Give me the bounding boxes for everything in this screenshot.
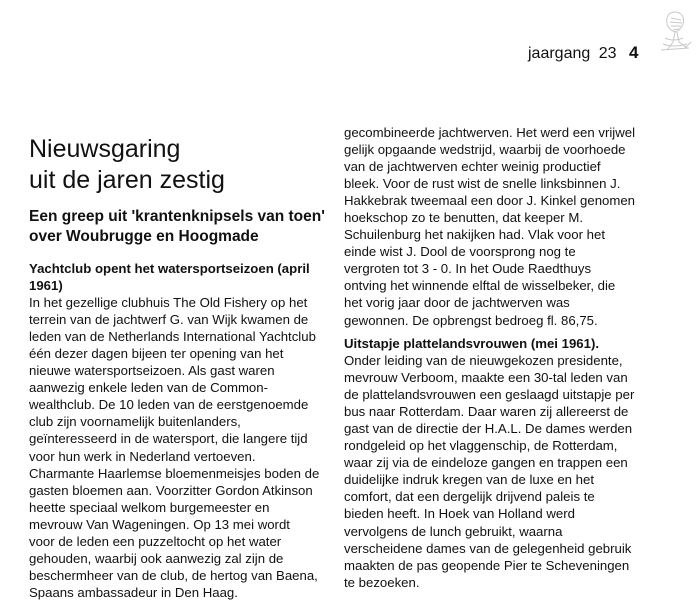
body-line: de plattelandsvrouwen een geslaagd uitstapje per <box>344 387 635 403</box>
body-line: ontving het winnende elftal de wisselbeker, die <box>344 278 616 294</box>
section-title: Yachtclub opent het watersportseizoen (april 1961) <box>29 261 310 294</box>
body-line: heette speciaal welkom burgemeester en <box>29 499 270 515</box>
page-number: 4 <box>628 43 639 62</box>
heron-emblem-icon <box>655 8 695 56</box>
body-line: te bezoeken. <box>344 574 420 590</box>
body-line: voor de leden een puzzeltocht op het water <box>29 533 282 549</box>
body-line: bus naar Rotterdam. Daar waren zij allereerst de <box>344 404 629 420</box>
body-line: terrein van de jachtwerf G. van Wijk kwamen de <box>29 312 309 328</box>
body-line: Hakkebrak tweemaal een door J. Kinkel genomen <box>344 193 636 209</box>
body-line: gast van de directie der H.A.L. De dames werden <box>344 421 633 437</box>
body-line: bleek. Voor de rust wist de snelle linksbinnen J. <box>344 176 621 192</box>
body-line: rondgeleid op het vlaggenschip, de Rotterdam, <box>344 438 618 454</box>
body-line: voor hun werk in Nederland vertoeven. <box>29 448 256 464</box>
body-line: gasten bloemen aan. Voorzitter Gordon Atkinson <box>29 482 313 498</box>
body-line: aanwezig enkele leden van de Common- <box>29 380 268 396</box>
body-line: club zijn voornamelijk buitenlanders, <box>29 414 241 430</box>
body-line: één dezer dagen bijeen ter opening van het <box>29 346 284 362</box>
body-line: gehouden, waarbij ook aanwezig zal zijn de <box>29 550 284 566</box>
body-line: gewonnen. De opbrengst bedroeg fl. 86,75. <box>344 312 598 328</box>
title-line-2: uit de jaren zestig <box>29 166 225 194</box>
body-line: Schuilenburg het nakijken had. Vlak voor het <box>344 227 605 243</box>
section-football-continued <box>344 124 674 329</box>
body-line: gelijk opgaande wedstrijd, waarbij de voorhoede <box>344 142 626 158</box>
title-line-1: Nieuwsgaring <box>29 135 181 163</box>
body-line: maakten de pas geopende Pier te Scheveningen <box>344 557 630 573</box>
year-label: jaargang <box>528 45 591 62</box>
body-line: leden van de Netherlands International Yachtclub <box>29 329 316 345</box>
body-line: wealthclub. De 10 leden van de eerstgenoemde <box>29 397 309 413</box>
body-line: mevrouw Verboom, maakte een 30-tal leden van <box>344 370 628 386</box>
article-subtitle <box>29 207 329 247</box>
body-line: comfort, dat een dergelijk drijvend paleis te <box>344 489 595 505</box>
body-line: Onder leiding van de nieuwgekozen presidente, <box>344 353 623 369</box>
year-number: 23 <box>598 45 617 62</box>
body-line: nieuwe watersportseizoen. Als gast waren <box>29 363 275 379</box>
body-line: einde wist J. Dool de voorsprong nog te <box>344 244 576 260</box>
body-line: van de jachtwerven echter weinig productief <box>344 159 601 175</box>
body-line: het vorig jaar door de jachtwerven was <box>344 295 570 311</box>
body-line: geïnteresseerd in de watersport, die langere tijd <box>29 431 308 447</box>
page-header <box>528 43 638 63</box>
body-line: vergroten tot 3 - 0. In het Oude Raedthuys <box>344 261 592 277</box>
body-line: hoekschop zo te benutten, dat keeper M. <box>344 210 583 226</box>
article-title <box>29 134 225 196</box>
body-line: Spaans ambassadeur in Den Haag. <box>29 584 238 600</box>
section-plattelandsvrouwen <box>344 335 674 591</box>
body-line: mevrouw Van Wageningen. Op 13 mei wordt <box>29 516 290 532</box>
body-line: beschermheer van de club, de hertog van Baena, <box>29 567 318 583</box>
body-line: waar zij via de eindeloze gangen en trappen een <box>344 455 628 471</box>
subtitle-line-2: over Woubrugge en Hoogmade <box>29 228 259 245</box>
body-line: duidelijke indruk kregen van de luxe en het <box>344 472 594 488</box>
body-line: vervolgens de lunch gebruikt, waarna <box>344 523 563 539</box>
section-title: Uitstapje plattelandsvrouwen (mei 1961). <box>344 336 600 351</box>
subtitle-line-1: Een greep uit 'krantenknipsels van toen' <box>29 208 325 225</box>
body-line: verscheidene dames van de gelegenheid gebruik <box>344 540 632 556</box>
body-line: gecombineerde jachtwerven. Het werd een vrijwel <box>344 125 636 140</box>
section-yachtclub <box>29 260 329 601</box>
body-line: bieden heeft. In Hoek van Holland werd <box>344 506 575 522</box>
body-line: Charmante Haarlemse bloemenmeisjes boden de <box>29 465 320 481</box>
body-line: In het gezellige clubhuis The Old Fishery op het <box>29 295 308 311</box>
